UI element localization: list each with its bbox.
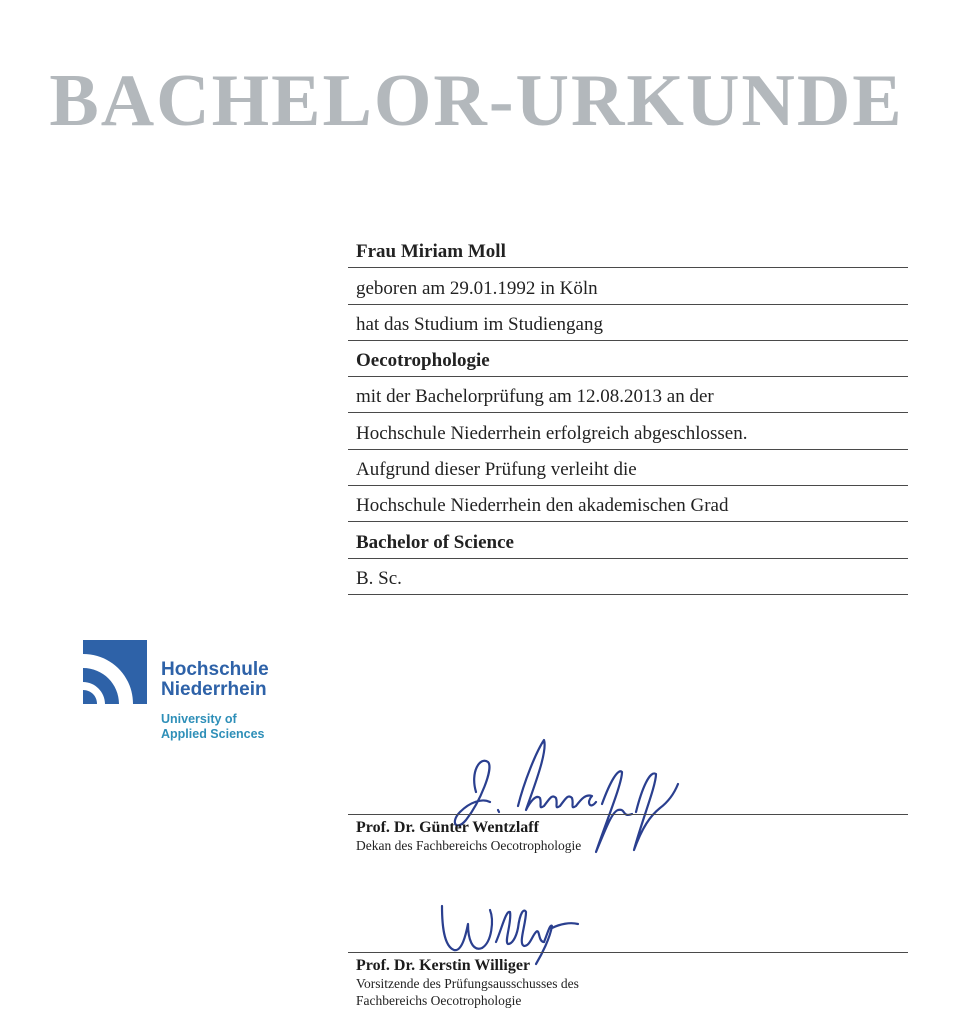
university-subtitle xyxy=(161,712,265,742)
study-line: hat das Studium im Studiengang xyxy=(348,305,908,341)
document-title: BACHELOR-URKUNDE xyxy=(49,60,904,142)
signature-line xyxy=(348,952,908,953)
signature-line xyxy=(348,814,908,815)
certificate-body xyxy=(348,232,908,595)
degree-name: Bachelor of Science xyxy=(348,522,908,558)
signature-block-dean xyxy=(348,814,908,854)
signatory-role xyxy=(348,837,908,854)
university-logo xyxy=(83,640,343,750)
degree-intro-line: Hochschule Niederrhein den akademischen Grad xyxy=(348,486,908,522)
university-name-line-2: Niederrhein xyxy=(161,679,267,700)
signatory-role-line-1: Dekan des Fachbereichs Oecotrophologie xyxy=(356,838,582,853)
signatory-role-line-1: Vorsitzende des Prüfungsausschusses des xyxy=(356,976,579,991)
university-subtitle-line-2: Applied Sciences xyxy=(161,727,265,741)
birth-line: geboren am 29.01.1992 in Köln xyxy=(348,268,908,304)
university-subtitle-line-1: University of xyxy=(161,712,237,726)
university-logo-mark-icon xyxy=(83,640,147,704)
university-name xyxy=(161,660,269,700)
signatory-role-line-2: Fachbereichs Oecotrophologie xyxy=(356,993,522,1008)
university-name-line-1: Hochschule xyxy=(161,659,269,680)
completion-line: Hochschule Niederrhein erfolgreich abgeschlossen. xyxy=(348,413,908,449)
exam-line: mit der Bachelorprüfung am 12.08.2013 an der xyxy=(348,377,908,413)
award-line: Aufgrund dieser Prüfung verleiht die xyxy=(348,450,908,486)
program-name: Oecotrophologie xyxy=(348,341,908,377)
signatory-name: Prof. Dr. Kerstin Williger xyxy=(356,957,531,974)
signatory-role xyxy=(348,975,908,1009)
recipient-name: Frau Miriam Moll xyxy=(348,232,908,268)
signatory-name: Prof. Dr. Günter Wentzlaff xyxy=(356,819,539,836)
degree-abbreviation: B. Sc. xyxy=(348,559,908,595)
signature-block-chair xyxy=(348,952,908,1009)
